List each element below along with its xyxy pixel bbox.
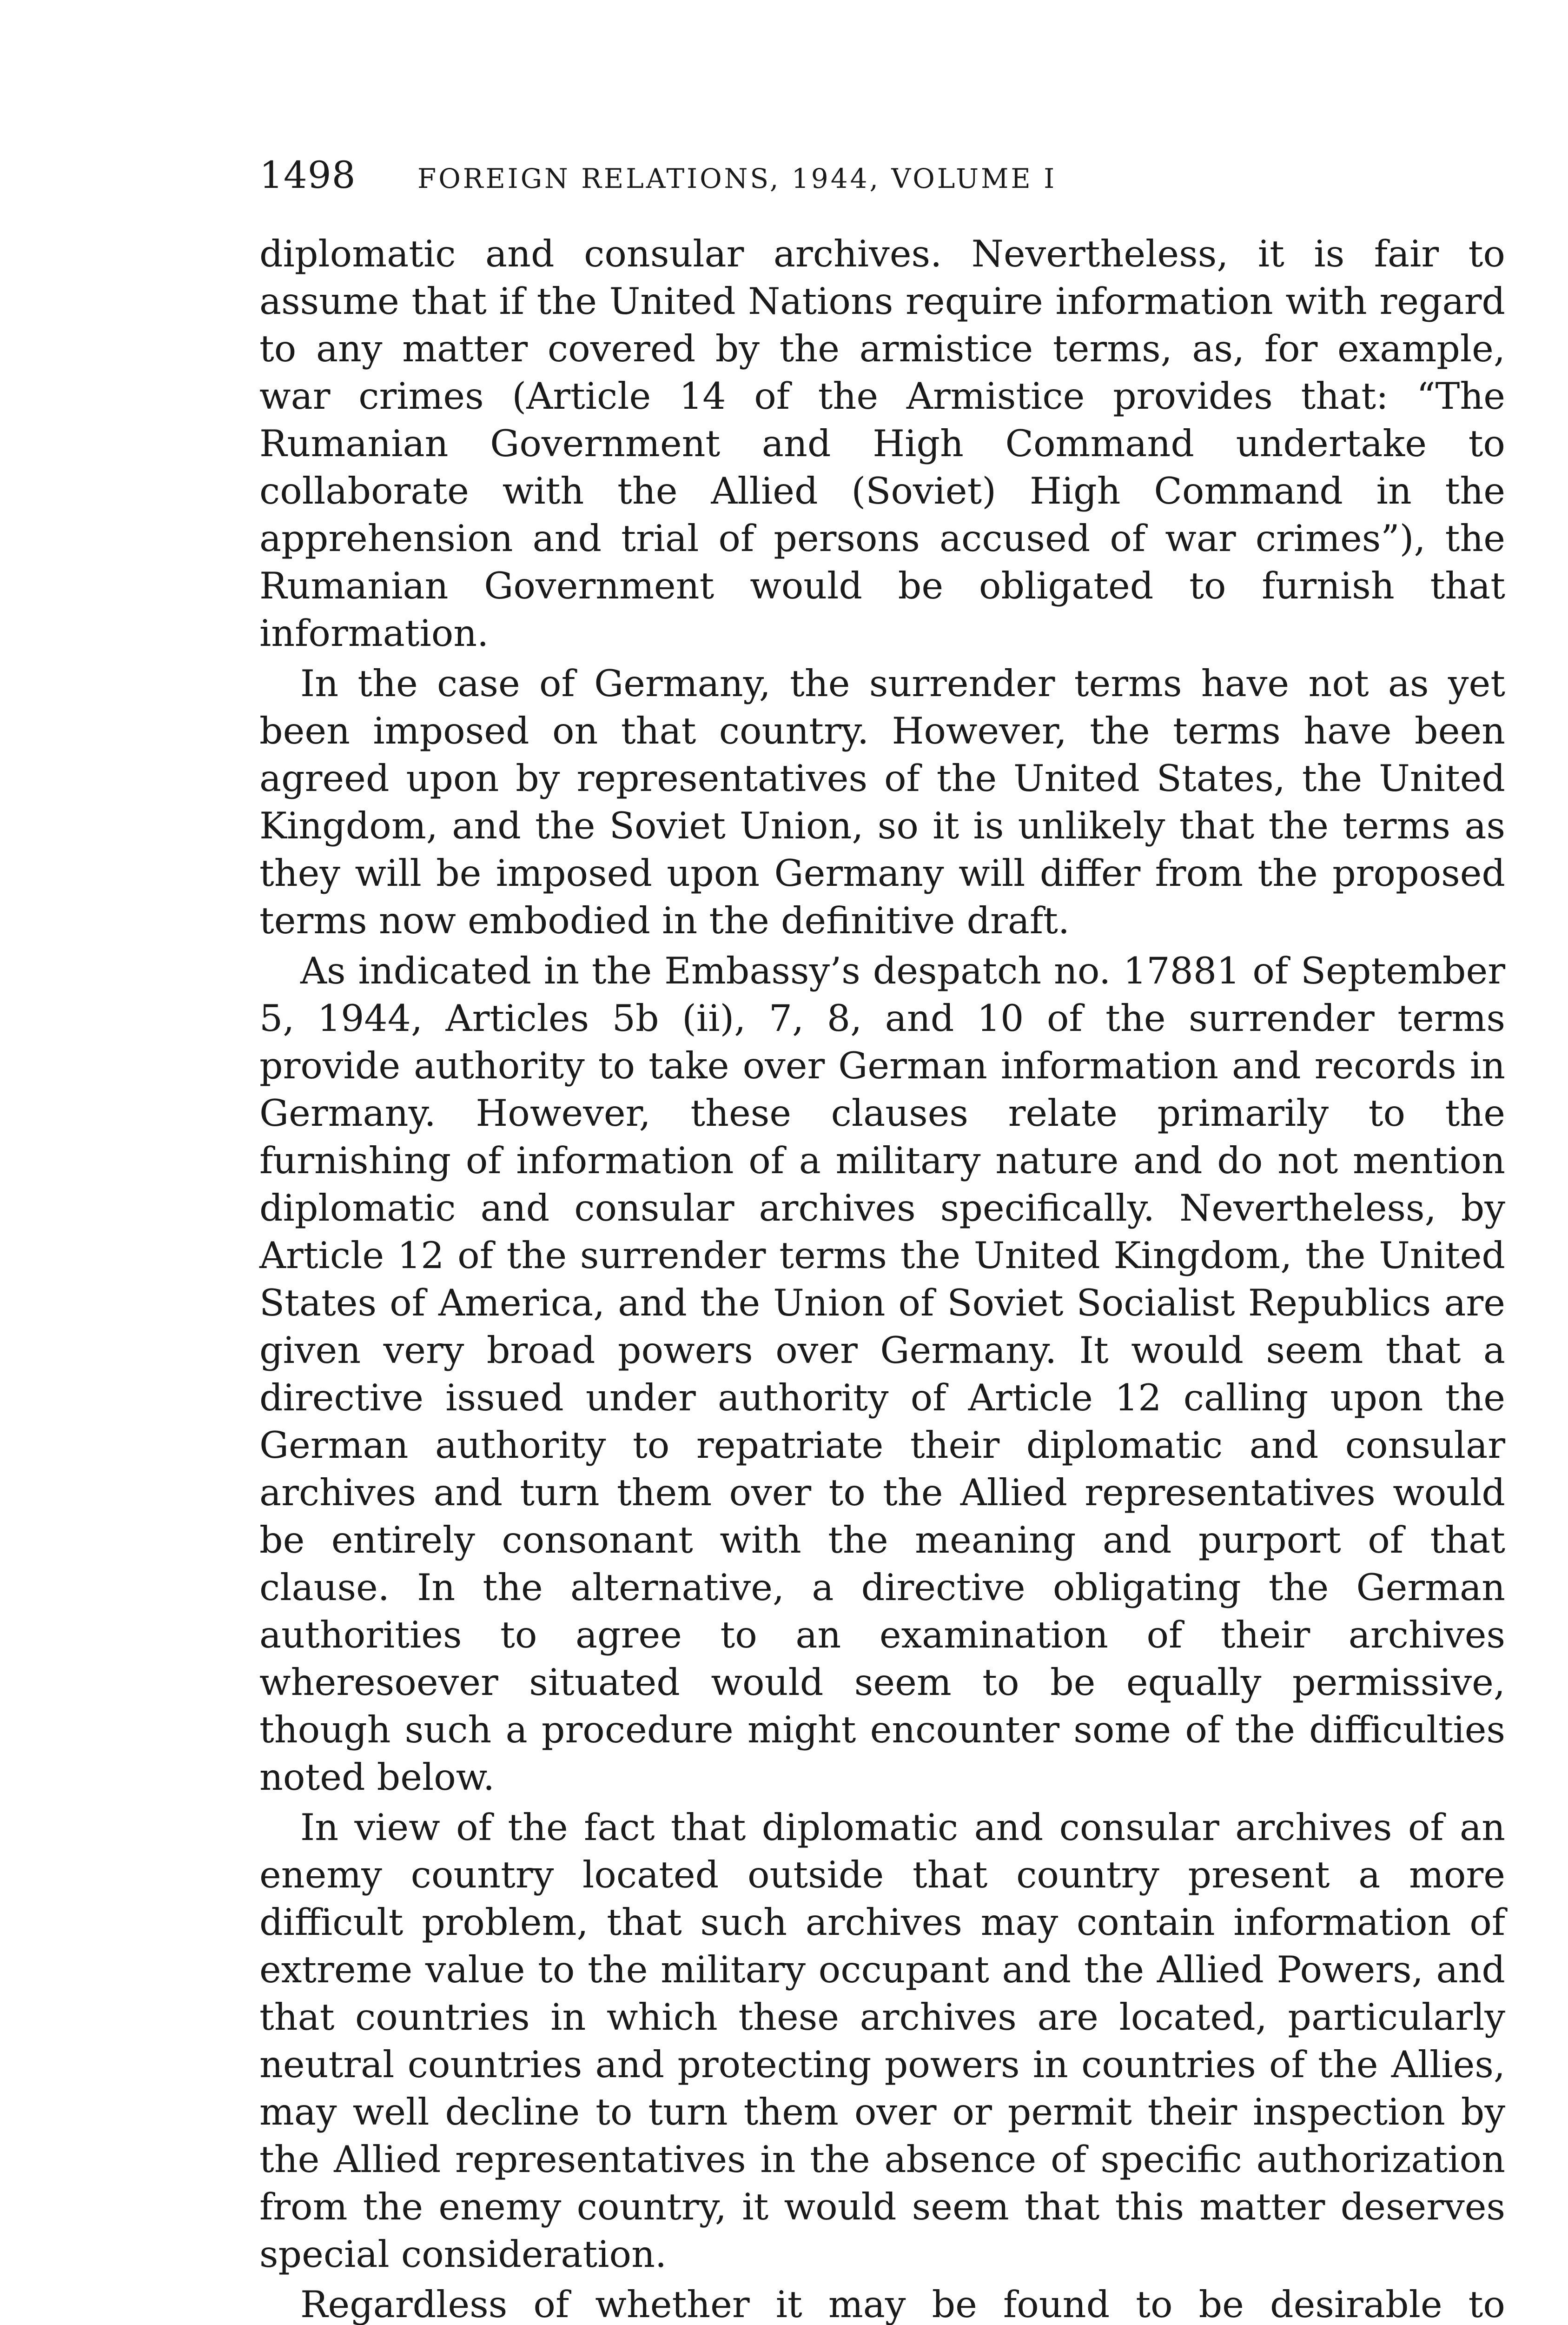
header-title: FOREIGN RELATIONS, 1944, VOLUME I — [417, 163, 1057, 194]
paragraph-continuation: diplomatic and consular archives. Nevertheless, it is fair to assume that if the United Nations require information with regard to any matter covered by the armistice terms, as, for example, war crimes (Article 14 of the Armistice provides that: “The Rumanian Government and High Command undertake to collaborate with the Allied (Soviet) High Command in the apprehension and trial of persons accused of war crimes”), the Rumanian Government would be obligated to furnish that information. — [259, 232, 1505, 655]
document-page — [259, 153, 1505, 2325]
paragraph-embassy-despatch: As indicated in the Embassy’s despatch no. 17881 of September 5, 1944, Articles 5b (ii), 7, 8, and 10 of the surrender terms provide authority to take over German information and records in Germany. However, these clauses relate primarily to the furnishing of information of a military nature and do not mention diplomatic and consular archives specifically. Nevertheless, by Article 12 of the surrender terms the United Kingdom, the United States of America, and the Union of Soviet Socialist Republics are given very broad powers over Germany. It would seem that a directive issued under authority of Article 12 calling upon the German authority to repatriate their diplomatic and consular archives and turn them over to the Allied representatives would be entirely consonant with the meaning and purport of that clause. In the alternative, a directive obligating the German authorities to agree to an examination of their archives wheresoever situated would seem to be equally permissive, though such a procedure might encounter some of the difficulties noted below. — [259, 950, 1505, 1799]
page-number: 1498 — [259, 153, 356, 197]
body-text — [259, 230, 1505, 2325]
paragraph-germany-surrender-terms: In the case of Germany, the surrender terms have not as yet been imposed on that country. However, the terms have been agreed upon by representatives of the United States, the United Kingdom, and the Soviet Union, so it is unlikely that the terms as they will be imposed upon Germany will differ from the proposed terms now embodied in the definitive draft. — [259, 662, 1505, 942]
paragraph-archives-outside-country: In view of the fact that diplomatic and consular archives of an enemy country located outside that country present a more difficult problem, that such archives may contain information of extreme value to the military occupant and the Allied Powers, and that countries in which these archives are located, particularly neutral countries and protecting powers in countries of the Allies, may well decline to turn them over or permit their inspection by the Allied representatives in the absence of specific authorization from the enemy country, it would seem that this matter deserves special consideration. — [259, 1806, 1505, 2276]
running-header — [259, 153, 1505, 205]
paragraph-surrender-terms-suggestion: Regardless of whether it may be found to be desirable to — [300, 2283, 1505, 2325]
